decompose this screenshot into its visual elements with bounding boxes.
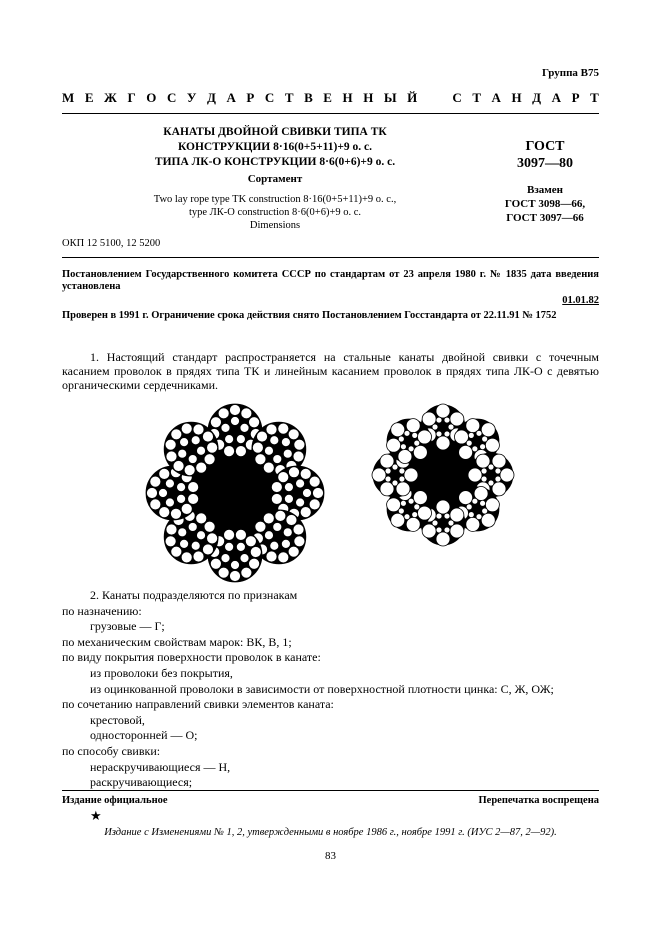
- wire: [385, 476, 391, 482]
- banner-letter: Н: [342, 90, 353, 105]
- wire: [404, 514, 410, 520]
- star-mark: ★: [90, 808, 102, 823]
- wire: [264, 446, 273, 455]
- wire: [178, 449, 187, 458]
- list-item: грузовые — Г;: [90, 619, 165, 634]
- wire: [391, 513, 405, 527]
- banner-letter: Д: [206, 90, 216, 105]
- gost-code: 3097—80: [517, 156, 573, 171]
- wire: [210, 558, 221, 569]
- wire: [278, 472, 289, 483]
- wire: [170, 508, 181, 519]
- wire: [472, 446, 478, 452]
- wire: [436, 404, 450, 418]
- wire: [166, 524, 177, 535]
- wire: [284, 494, 293, 503]
- wire: [482, 436, 488, 442]
- wire: [188, 455, 197, 464]
- wire: [436, 500, 450, 514]
- wire: [459, 445, 473, 459]
- wire: [188, 522, 197, 531]
- wire: [296, 498, 305, 507]
- footer-rule: [62, 790, 599, 791]
- wire: [147, 488, 158, 499]
- list-item: из оцинкованной проволоки в зависимости от поверхностной плотности цинка: С, Ж, ОЖ;: [90, 681, 554, 696]
- banner-letter: Ж: [104, 90, 117, 105]
- wire: [495, 468, 501, 474]
- wire: [193, 551, 204, 562]
- replaces-label: Взамен: [527, 184, 563, 196]
- wire: [202, 431, 213, 442]
- english-title-line-1: Two lay rope type TK construction 8·16(0+5+11)+9 o. c.,: [153, 194, 397, 205]
- wire: [230, 405, 241, 416]
- wire: [309, 499, 320, 510]
- banner-letter: У: [186, 90, 197, 105]
- english-title: [110, 193, 440, 232]
- wire: [448, 520, 454, 526]
- wire: [184, 465, 195, 476]
- wire: [398, 436, 404, 442]
- subtitle: Сортамент: [247, 173, 303, 185]
- wire: [275, 510, 286, 521]
- banner-letter: Р: [246, 90, 255, 105]
- wire: [414, 440, 420, 446]
- wire: [385, 468, 391, 474]
- wire: [249, 558, 260, 569]
- wire: [177, 483, 186, 492]
- section-rule: [62, 257, 599, 258]
- wire: [257, 431, 268, 442]
- wire: [288, 546, 299, 557]
- wire: [191, 436, 200, 445]
- wire: [271, 482, 282, 493]
- wire: [313, 488, 324, 499]
- list-item: по виду покрытия поверхности проволок в канате:: [62, 650, 321, 665]
- wire: [495, 476, 501, 482]
- wire: [436, 532, 450, 546]
- wire: [408, 498, 414, 504]
- banner-letter: А: [226, 90, 236, 105]
- wire: [180, 539, 189, 548]
- banner-letter: С: [264, 90, 275, 105]
- wire: [459, 491, 473, 505]
- wire: [165, 439, 176, 450]
- wire: [481, 423, 495, 437]
- wire: [448, 424, 454, 430]
- wire: [235, 529, 246, 540]
- wire: [225, 435, 234, 444]
- okp-code: ОКП 12 5100, 12 5200: [62, 238, 161, 249]
- wire: [197, 446, 206, 455]
- changes-note: Издание с Изменениями № 1, 2, утвержденными в ноябре 1986 г., ноябре 1991 г. (ИУС 2—87, 2—92).: [104, 827, 557, 838]
- gost-number: [470, 138, 620, 172]
- wire: [400, 500, 406, 506]
- wire: [476, 430, 482, 436]
- wire: [166, 451, 177, 462]
- wire: [283, 449, 292, 458]
- wire: [150, 499, 161, 510]
- wire: [436, 436, 450, 450]
- wire: [240, 554, 249, 563]
- list-item: раскручивающиеся;: [90, 775, 193, 790]
- wire: [271, 493, 282, 504]
- wire: [466, 504, 472, 510]
- wire: [273, 522, 282, 531]
- official-edition: Издание официальное: [62, 795, 168, 806]
- wire: [288, 429, 299, 440]
- rope-tk-cross-section: [140, 398, 330, 588]
- wire: [252, 442, 263, 453]
- banner-letter: С: [166, 90, 177, 105]
- wire: [150, 476, 161, 487]
- wire: [444, 527, 450, 533]
- banner-letter: Т: [472, 90, 481, 105]
- wire: [171, 546, 182, 557]
- paragraph-1: 1. Настоящий стандарт распространяется на стальные канаты двойной свивки с точечным касанием проволок в прядях типа ТК и линейным касанием проволок в прядях типа ЛК-О с девятью органическими сердечниками.: [62, 350, 599, 392]
- wire: [412, 432, 418, 438]
- banner-letter: А: [551, 90, 562, 105]
- replaces-item-1: ГОСТ 3098—66,: [504, 198, 586, 210]
- list-item: по назначению:: [62, 603, 142, 618]
- wire: [197, 531, 206, 540]
- banner-letter: Й: [407, 90, 418, 105]
- wire: [480, 444, 486, 450]
- banner-letter: Е: [84, 90, 94, 105]
- list-item: по сочетанию направлений свивки элементов каната:: [62, 697, 334, 712]
- wire: [482, 508, 488, 514]
- wire: [391, 423, 405, 437]
- wire: [236, 542, 245, 551]
- wire: [296, 479, 305, 488]
- gost-label: ГОСТ: [525, 139, 565, 154]
- wire: [218, 567, 229, 578]
- wire: [181, 503, 192, 514]
- wire: [413, 445, 427, 459]
- wire: [159, 489, 168, 498]
- wire: [180, 438, 189, 447]
- wire: [240, 423, 249, 432]
- wire: [466, 440, 472, 446]
- wire: [300, 507, 311, 518]
- wire: [273, 455, 282, 464]
- wire: [399, 468, 405, 474]
- wire: [309, 476, 320, 487]
- wire: [481, 476, 487, 482]
- wire: [245, 536, 256, 547]
- page-number: 83: [325, 850, 336, 862]
- wire: [476, 514, 482, 520]
- wire: [236, 435, 245, 444]
- banner-letter: Д: [532, 90, 542, 105]
- wire: [181, 423, 192, 434]
- rope-lk-o-cross-section: [368, 400, 518, 550]
- wire: [224, 446, 235, 457]
- list-item: односторонней — О;: [90, 728, 198, 743]
- wire: [173, 460, 184, 471]
- wire: [263, 513, 274, 524]
- wire: [488, 464, 494, 470]
- wire: [408, 446, 414, 452]
- wire: [159, 468, 170, 479]
- reprint-prohibited: Перепечатка воспрещена: [478, 795, 599, 806]
- list-item: по способу свивки:: [62, 743, 161, 758]
- banner-letter: А: [491, 90, 501, 105]
- top-rule: [62, 113, 599, 114]
- wire: [436, 527, 442, 533]
- wire: [286, 515, 297, 526]
- banner-letter: Н: [363, 90, 374, 105]
- wire: [481, 468, 487, 474]
- wire: [500, 468, 514, 482]
- wire: [191, 541, 200, 550]
- list-item: из проволоки без покрытия,: [90, 665, 233, 680]
- wire: [284, 483, 293, 492]
- english-title-line-3: Dimensions: [249, 220, 301, 231]
- wire: [207, 442, 218, 453]
- wire: [432, 520, 438, 526]
- wire: [278, 423, 289, 434]
- wire: [188, 493, 199, 504]
- wire: [159, 507, 170, 518]
- wire: [264, 531, 273, 540]
- wire: [193, 424, 204, 435]
- wire: [283, 528, 292, 537]
- wire: [250, 547, 261, 558]
- wire: [221, 554, 230, 563]
- wire: [436, 431, 442, 437]
- introduction-date: 01.01.82: [562, 295, 599, 306]
- wire: [481, 513, 495, 527]
- banner-letter: Н: [511, 90, 522, 105]
- wire: [294, 536, 305, 547]
- wire: [196, 513, 207, 524]
- wire: [270, 541, 279, 550]
- title-line-2: КОНСТРУКЦИИ 8·16(0+5+11)+9 о. с.: [177, 141, 373, 153]
- banner-letter: Т: [284, 90, 294, 105]
- wire: [235, 446, 246, 457]
- banner-letter: В: [304, 90, 313, 105]
- banner-gap: [428, 90, 442, 106]
- title-line-3: ТИПА ЛК-О КОНСТРУКЦИИ 8·6(0+6)+9 о. с.: [154, 156, 396, 168]
- group-code: Группа В75: [541, 67, 599, 79]
- wire: [444, 431, 450, 437]
- wire: [468, 512, 474, 518]
- wire: [278, 552, 289, 563]
- replaces-item-2: ГОСТ 3097—66: [506, 212, 584, 224]
- banner-letter: Р: [571, 90, 580, 105]
- list-item: крестовой,: [90, 712, 145, 727]
- wire: [266, 551, 277, 562]
- wire: [436, 513, 442, 519]
- title-line-1: КАНАТЫ ДВОЙНОЙ СВИВКИ ТИПА ТК: [163, 126, 387, 138]
- wire: [165, 536, 176, 547]
- wire: [178, 528, 187, 537]
- wire: [412, 512, 418, 518]
- banner-letter: Т: [590, 90, 599, 105]
- wire: [294, 439, 305, 450]
- classification-list: [62, 588, 554, 791]
- wire: [400, 444, 406, 450]
- wire: [480, 500, 486, 506]
- wire: [398, 508, 404, 514]
- wire: [266, 424, 277, 435]
- wire: [165, 479, 174, 488]
- wire: [472, 498, 478, 504]
- wire: [263, 462, 274, 473]
- wire: [204, 521, 215, 532]
- list-item: по механическим свойствам марок: ВК, В, 1;: [62, 634, 292, 649]
- wire: [281, 438, 290, 447]
- wire: [372, 468, 386, 482]
- wire: [444, 417, 450, 423]
- banner-letter: О: [146, 90, 157, 105]
- wire: [165, 498, 174, 507]
- wire: [404, 430, 410, 436]
- list-item: нераскручивающиеся — Н,: [90, 759, 231, 774]
- wire: [177, 494, 186, 503]
- wire: [289, 467, 300, 478]
- wire: [444, 513, 450, 519]
- wire: [231, 561, 240, 570]
- wire: [249, 417, 260, 428]
- wire: [293, 524, 304, 535]
- checked-note: Проверен в 1991 г. Ограничение срока действия снято Постановлением Госстандарта от 22.11.91 № 1752: [62, 310, 557, 321]
- wire: [432, 424, 438, 430]
- wire: [436, 417, 442, 423]
- wire: [281, 539, 290, 548]
- banner-letter: Е: [323, 90, 332, 105]
- wire: [181, 552, 192, 563]
- wire: [224, 529, 235, 540]
- wire: [468, 432, 474, 438]
- decree-text: Постановлением Государственного комитета СССР по стандартам от 23 апреля 1980 г. № 1835 дата введения установлена: [62, 269, 599, 292]
- wire: [241, 567, 252, 578]
- english-title-line-2: type ЛК-O construction 8·6(0+6)+9 o. c.: [188, 207, 362, 218]
- wire: [218, 408, 229, 419]
- wire: [204, 454, 215, 465]
- wire: [270, 436, 279, 445]
- document-title: [110, 125, 440, 170]
- wire: [207, 533, 218, 544]
- interstate-standard-banner: [62, 90, 599, 106]
- wire: [210, 417, 221, 428]
- banner-letter: Г: [127, 90, 136, 105]
- banner-letter: М: [62, 90, 75, 105]
- wire: [399, 476, 405, 482]
- replaces-block: [470, 183, 620, 225]
- wire: [404, 468, 418, 482]
- wire: [303, 489, 312, 498]
- wire: [300, 468, 311, 479]
- wire: [414, 504, 420, 510]
- wire: [488, 480, 494, 486]
- wire: [413, 491, 427, 505]
- wire: [230, 571, 241, 582]
- wire: [241, 408, 252, 419]
- wire: [293, 451, 304, 462]
- wire: [392, 464, 398, 470]
- wire: [225, 542, 234, 551]
- wire: [255, 521, 266, 532]
- wire: [188, 482, 199, 493]
- wire: [468, 468, 482, 482]
- wire: [171, 429, 182, 440]
- wire: [392, 480, 398, 486]
- wire: [221, 423, 230, 432]
- wire: [196, 462, 207, 473]
- wire: [255, 454, 266, 465]
- list-intro: 2. Канаты подразделяются по признакам: [90, 588, 298, 602]
- wire: [231, 417, 240, 426]
- wire: [202, 544, 213, 555]
- banner-letter: С: [452, 90, 462, 105]
- banner-letter: Ы: [383, 90, 397, 105]
